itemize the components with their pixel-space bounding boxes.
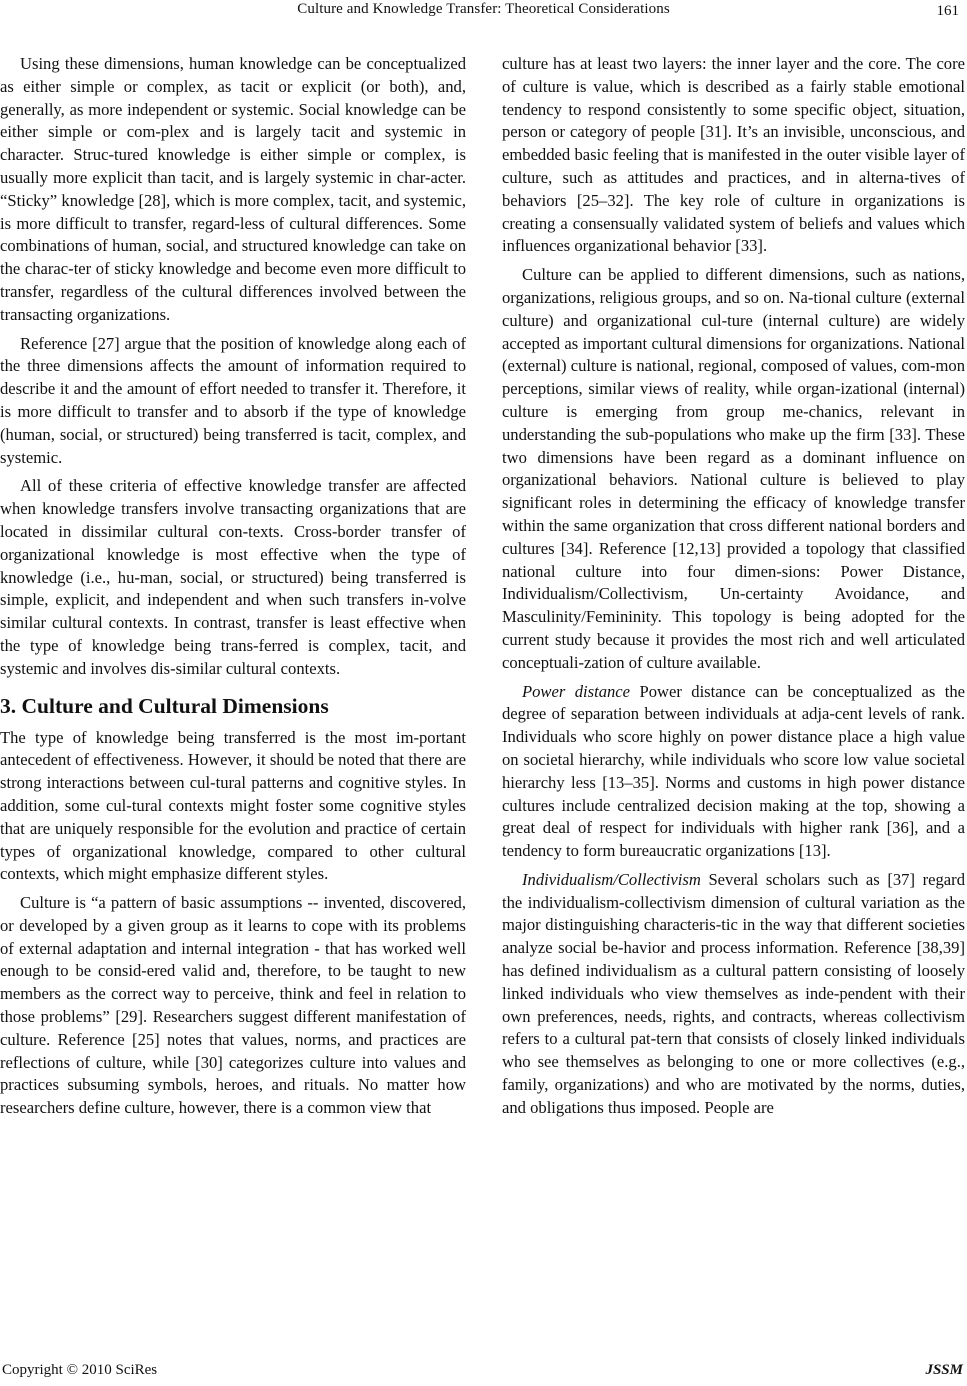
term-individualism-collectivism: Individualism/Collectivism xyxy=(522,869,701,889)
left-column xyxy=(0,53,466,1120)
running-header xyxy=(0,0,967,30)
paragraph: culture has at least two layers: the inner layer and the core. The core of culture is value, which is described as a fairly stable emotional tendency to respond consistently to some specific object, situation, person or category of people [31]. It’s an invisible, unconscious, and embedded basic feeling that is manifested in the outer visible layer of culture, such as attitudes and practices, and in alterna-tives of behaviors [25–32]. The key role of culture in organizations is creating a consensually validated system of beliefs and values which influences organizational behavior [33]. xyxy=(502,54,965,256)
paragraph-power-distance xyxy=(502,681,965,863)
paragraph-text: Power distance can be conceptualized as the degree of separation between individuals at adja-cent levels of rank. Individuals who score highly on power distance place a high value on societal hierarchy, while individuals who score low value societal hierarchy less [13–35]. Norms and customs in high power distance cultures include centralized decision making at the top, showing a great deal of respect for individuals with higher rank [36], and a tendency to form bureaucratic organizations [13]. xyxy=(502,681,965,861)
paragraph: Using these dimensions, human knowledge can be conceptualized as either simple or complex, as tacit or explicit (or both), and, generally, as more independent or systemic. Social knowledge can be either simple or com-plex and is largely tacit and systemic in character. Struc-tured knowledge is either simple or complex, is usually more explicit than tacit, and is largely systemic in char-acter. “Sticky” knowledge [28], which is more complex, tacit, and systemic, is more difficult to transfer, regard-less of cultural differences. Some combinations of human, social, and structured knowledge can take on the charac-ter of sticky knowledge and become even more difficult to transfer, regardless of the cultural differences involved between the transacting organizations. xyxy=(0,54,466,324)
paragraph: The type of knowledge being transferred is the most im-portant antecedent of effectiveness. However, it should be noted that there are strong interactions between cul-tural patterns and cognitive styles. In addition, some cul-tural contexts might foster some cognitive styles that are uniquely responsible for the evolution and practice of certain types of organizational knowledge, compared to other cultural contexts, which might emphasize different styles. xyxy=(0,727,466,884)
paragraph: Culture is “a pattern of basic assumptions -- invented, discovered, or developed by a given group as it learns to cope with its problems of external adaptation and internal integration - that has worked well enough to be consid-ered valid and, therefore, to be taught to new members as the correct way to perceive, think and feel in relation to those problems” [29]. Researchers suggest different manifestation of culture. Reference [25] notes that values, norms, and practices are reflections of culture, while [30] categorizes culture into values and practices subsuming symbols, heroes, and rituals. No matter how researchers define culture, however, there is a common view that xyxy=(0,893,466,1118)
right-column xyxy=(502,53,965,1120)
paragraph: All of these criteria of effective knowledge transfer are affected when knowledge transfers involve transacting organizations that are located in dissimilar cultural con-texts. Cross-border transfer of organizational knowledge is most effective when the type of knowledge (i.e., hu-man, social, or structured) being transferred is simple, explicit, and independent and when such transfers in-volve similar cultural contexts. In contrast, transfer is least effective when the type of knowledge being trans-ferred is complex, tacit, and systemic and involves dis-similar cultural contexts. xyxy=(0,476,466,678)
running-title: Culture and Knowledge Transfer: Theoretical Considerations xyxy=(297,1,670,17)
term-power-distance: Power distance xyxy=(522,681,631,701)
paragraph-text: Several scholars such as [37] regard the individualism-collectivism dimension of cultural variation as the major distinguishing characteris-tic in the way that different societies analyze social be-havior and process information. Reference [38,39] has defined individualism as a cultural pattern consisting of loosely linked individuals who view themselves as inde-pendent with their own preferences, needs, rights, and contracts, whereas collectivism refers to a cultural pat-tern that consists of closely linked individuals who see themselves as belonging to one or more collectives (e.g., family, organizations) and who are motivated by the norms, duties, and obligations thus imposed. People are xyxy=(502,869,965,1117)
paragraph: Reference [27] argue that the position of knowledge along each of the three dimensions affects the amount of information required to describe it and the amount of effort needed to transfer it. Therefore, it is more difficult to transfer and to absorb if the type of knowledge (human, social, or structured) being transferred is tacit, complex, and systemic. xyxy=(0,333,466,467)
paragraph-individualism xyxy=(502,869,965,1120)
copyright-notice: Copyright © 2010 SciRes xyxy=(2,1362,158,1378)
paragraph: Culture can be applied to different dimensions, such as nations, organizations, religious groups, and so on. Na-tional culture (external culture) and organizational cul-ture (internal culture) are widely accepted as important cultural dimensions for organizations. National (external) culture is national, regional, composed of values, com-mon perceptions, similar views of reality, while organ-izational (internal) culture is emerging from group me-chanics, relevant in understanding the sub-populations who make up the firm [33]. These two dimensions have been regard as a dominant influence on organizational behaviors. National culture is believed to play significant roles in determining the efficacy of knowledge transfer within the same organization that cross different national borders and cultures [34]. Reference [12,13] provided a topology that classified national culture into four dimen-sions: Power Distance, Individualism/Collectivism, Un-certainty Avoidance, and Masculinity/Femininity. This topology is being adopted for the current study because it provides the most rich and well articulated conceptuali-zation of culture available. xyxy=(502,265,965,672)
journal-abbreviation: JSSM xyxy=(925,1362,963,1378)
page-number: 161 xyxy=(936,3,959,19)
section-heading: 3. Culture and Cultural Dimensions xyxy=(0,693,329,718)
